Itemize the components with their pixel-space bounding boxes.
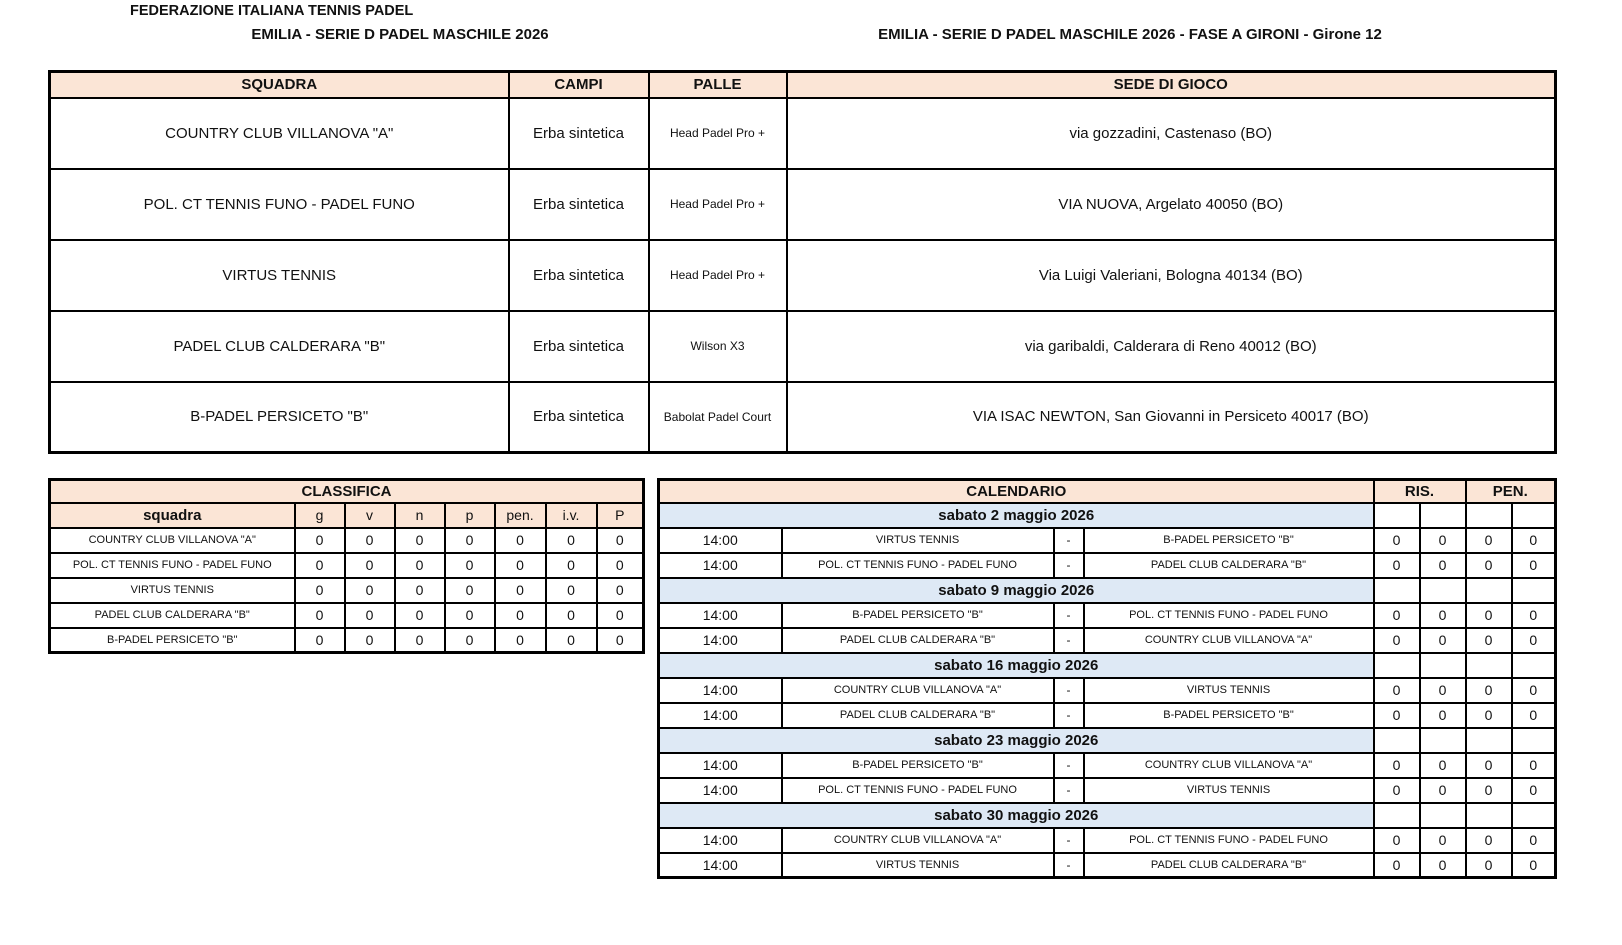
stat-p: 0	[445, 578, 495, 603]
standings-row	[50, 628, 644, 653]
stat-p: 0	[445, 553, 495, 578]
stat-n: 0	[395, 603, 445, 628]
match-row	[659, 853, 1556, 878]
empty-cell	[1512, 728, 1556, 753]
away-team: VIRTUS TENNIS	[1084, 678, 1374, 703]
teams-row	[50, 382, 1556, 453]
result-home: 0	[1374, 703, 1420, 728]
calendar-title: CALENDARIO	[659, 480, 1374, 503]
empty-cell	[1512, 503, 1556, 528]
home-team: VIRTUS TENNIS	[782, 528, 1054, 553]
standings-row	[50, 603, 644, 628]
col-header-iv: i.v.	[546, 503, 597, 528]
empty-cell	[1420, 653, 1466, 678]
home-team: POL. CT TENNIS FUNO - PADEL FUNO	[782, 778, 1054, 803]
vs-separator: -	[1054, 703, 1084, 728]
empty-cell	[1374, 728, 1420, 753]
ball-type: Head Padel Pro +	[649, 169, 787, 240]
empty-cell	[1512, 578, 1556, 603]
stat-p: 0	[445, 628, 495, 653]
team-name: PADEL CLUB CALDERARA "B"	[50, 603, 295, 628]
empty-cell	[1420, 803, 1466, 828]
stat-pen: 0	[495, 578, 546, 603]
stat-g: 0	[295, 603, 345, 628]
away-team: B-PADEL PERSICETO "B"	[1084, 528, 1374, 553]
court-surface: Erba sintetica	[509, 169, 649, 240]
match-time: 14:00	[659, 528, 782, 553]
penalty-away: 0	[1512, 628, 1556, 653]
ball-type: Head Padel Pro +	[649, 240, 787, 311]
home-team: PADEL CLUB CALDERARA "B"	[782, 703, 1054, 728]
col-header-squadra: squadra	[50, 503, 295, 528]
away-team: PADEL CLUB CALDERARA "B"	[1084, 853, 1374, 878]
col-header-p: p	[445, 503, 495, 528]
team-name: POL. CT TENNIS FUNO - PADEL FUNO	[50, 553, 295, 578]
col-header-pen: PEN.	[1466, 480, 1556, 503]
result-away: 0	[1420, 678, 1466, 703]
match-row	[659, 528, 1556, 553]
federation-title: FEDERAZIONE ITALIANA TENNIS PADEL	[130, 3, 414, 19]
away-team: POL. CT TENNIS FUNO - PADEL FUNO	[1084, 603, 1374, 628]
date-row	[659, 803, 1556, 828]
result-away: 0	[1420, 703, 1466, 728]
result-home: 0	[1374, 628, 1420, 653]
vs-separator: -	[1054, 753, 1084, 778]
empty-cell	[1466, 803, 1512, 828]
stat-pts: 0	[597, 628, 644, 653]
competition-title-left: EMILIA - SERIE D PADEL MASCHILE 2026	[251, 26, 549, 43]
penalty-away: 0	[1512, 828, 1556, 853]
court-surface: Erba sintetica	[509, 311, 649, 382]
penalty-home: 0	[1466, 828, 1512, 853]
team-name: VIRTUS TENNIS	[50, 240, 509, 311]
date-row	[659, 653, 1556, 678]
stat-g: 0	[295, 553, 345, 578]
venue-address: via gozzadini, Castenaso (BO)	[787, 98, 1556, 169]
court-surface: Erba sintetica	[509, 382, 649, 453]
venue-address: Via Luigi Valeriani, Bologna 40134 (BO)	[787, 240, 1556, 311]
stat-pen: 0	[495, 528, 546, 553]
result-home: 0	[1374, 778, 1420, 803]
result-away: 0	[1420, 528, 1466, 553]
col-header-pen: pen.	[495, 503, 546, 528]
col-header-palle: PALLE	[649, 72, 787, 98]
team-name: B-PADEL PERSICETO "B"	[50, 382, 509, 453]
match-date: sabato 16 maggio 2026	[659, 653, 1374, 678]
stat-v: 0	[345, 553, 395, 578]
stat-g: 0	[295, 628, 345, 653]
home-team: COUNTRY CLUB VILLANOVA "A"	[782, 678, 1054, 703]
penalty-away: 0	[1512, 753, 1556, 778]
match-date: sabato 9 maggio 2026	[659, 578, 1374, 603]
penalty-away: 0	[1512, 603, 1556, 628]
away-team: PADEL CLUB CALDERARA "B"	[1084, 553, 1374, 578]
result-away: 0	[1420, 853, 1466, 878]
home-team: POL. CT TENNIS FUNO - PADEL FUNO	[782, 553, 1054, 578]
stat-n: 0	[395, 553, 445, 578]
stat-iv: 0	[546, 628, 597, 653]
penalty-away: 0	[1512, 703, 1556, 728]
standings-row	[50, 528, 644, 553]
empty-cell	[1512, 653, 1556, 678]
vs-separator: -	[1054, 528, 1084, 553]
penalty-away: 0	[1512, 528, 1556, 553]
match-time: 14:00	[659, 553, 782, 578]
empty-cell	[1374, 578, 1420, 603]
standings-title-row	[50, 480, 644, 503]
empty-cell	[1420, 728, 1466, 753]
match-date: sabato 23 maggio 2026	[659, 728, 1374, 753]
col-header-pts: P	[597, 503, 644, 528]
match-row	[659, 678, 1556, 703]
result-away: 0	[1420, 753, 1466, 778]
stat-iv: 0	[546, 553, 597, 578]
stat-iv: 0	[546, 528, 597, 553]
away-team: COUNTRY CLUB VILLANOVA "A"	[1084, 753, 1374, 778]
penalty-home: 0	[1466, 528, 1512, 553]
match-time: 14:00	[659, 828, 782, 853]
penalty-home: 0	[1466, 703, 1512, 728]
date-row	[659, 578, 1556, 603]
result-away: 0	[1420, 603, 1466, 628]
standings-row	[50, 553, 644, 578]
home-team: B-PADEL PERSICETO "B"	[782, 753, 1054, 778]
result-away: 0	[1420, 553, 1466, 578]
stat-p: 0	[445, 528, 495, 553]
col-header-campi: CAMPI	[509, 72, 649, 98]
court-surface: Erba sintetica	[509, 98, 649, 169]
standings-title: CLASSIFICA	[50, 480, 644, 503]
stat-pen: 0	[495, 603, 546, 628]
vs-separator: -	[1054, 678, 1084, 703]
team-name: VIRTUS TENNIS	[50, 578, 295, 603]
result-home: 0	[1374, 828, 1420, 853]
result-away: 0	[1420, 828, 1466, 853]
vs-separator: -	[1054, 828, 1084, 853]
stat-v: 0	[345, 628, 395, 653]
team-name: B-PADEL PERSICETO "B"	[50, 628, 295, 653]
penalty-away: 0	[1512, 678, 1556, 703]
stat-pts: 0	[597, 578, 644, 603]
col-header-sede: SEDE DI GIOCO	[787, 72, 1556, 98]
vs-separator: -	[1054, 553, 1084, 578]
teams-header-row	[50, 72, 1556, 98]
col-header-v: v	[345, 503, 395, 528]
teams-row	[50, 169, 1556, 240]
date-row	[659, 503, 1556, 528]
empty-cell	[1374, 503, 1420, 528]
home-team: VIRTUS TENNIS	[782, 853, 1054, 878]
penalty-home: 0	[1466, 753, 1512, 778]
stat-n: 0	[395, 578, 445, 603]
team-name: POL. CT TENNIS FUNO - PADEL FUNO	[50, 169, 509, 240]
team-name: COUNTRY CLUB VILLANOVA "A"	[50, 528, 295, 553]
ball-type: Babolat Padel Court	[649, 382, 787, 453]
vs-separator: -	[1054, 603, 1084, 628]
match-time: 14:00	[659, 853, 782, 878]
vs-separator: -	[1054, 778, 1084, 803]
match-row	[659, 628, 1556, 653]
match-time: 14:00	[659, 603, 782, 628]
empty-cell	[1466, 503, 1512, 528]
court-surface: Erba sintetica	[509, 240, 649, 311]
empty-cell	[1420, 578, 1466, 603]
teams-row	[50, 240, 1556, 311]
col-header-ris: RIS.	[1374, 480, 1466, 503]
stat-g: 0	[295, 528, 345, 553]
ball-type: Head Padel Pro +	[649, 98, 787, 169]
teams-row	[50, 98, 1556, 169]
ball-type: Wilson X3	[649, 311, 787, 382]
result-home: 0	[1374, 853, 1420, 878]
col-header-g: g	[295, 503, 345, 528]
away-team: POL. CT TENNIS FUNO - PADEL FUNO	[1084, 828, 1374, 853]
empty-cell	[1374, 803, 1420, 828]
stat-pen: 0	[495, 628, 546, 653]
empty-cell	[1466, 728, 1512, 753]
standings-row	[50, 578, 644, 603]
match-time: 14:00	[659, 628, 782, 653]
stat-v: 0	[345, 578, 395, 603]
match-time: 14:00	[659, 703, 782, 728]
empty-cell	[1374, 653, 1420, 678]
match-date: sabato 30 maggio 2026	[659, 803, 1374, 828]
away-team: COUNTRY CLUB VILLANOVA "A"	[1084, 628, 1374, 653]
empty-cell	[1466, 653, 1512, 678]
result-home: 0	[1374, 553, 1420, 578]
penalty-away: 0	[1512, 553, 1556, 578]
home-team: COUNTRY CLUB VILLANOVA "A"	[782, 828, 1054, 853]
penalty-home: 0	[1466, 853, 1512, 878]
match-time: 14:00	[659, 753, 782, 778]
penalty-home: 0	[1466, 678, 1512, 703]
result-home: 0	[1374, 528, 1420, 553]
date-row	[659, 728, 1556, 753]
penalty-home: 0	[1466, 553, 1512, 578]
penalty-home: 0	[1466, 628, 1512, 653]
team-name: COUNTRY CLUB VILLANOVA "A"	[50, 98, 509, 169]
stat-n: 0	[395, 528, 445, 553]
venue-address: VIA NUOVA, Argelato 40050 (BO)	[787, 169, 1556, 240]
venue-address: via garibaldi, Calderara di Reno 40012 (BO)	[787, 311, 1556, 382]
away-team: VIRTUS TENNIS	[1084, 778, 1374, 803]
calendar-header-row	[659, 480, 1556, 503]
match-row	[659, 553, 1556, 578]
match-row	[659, 703, 1556, 728]
stat-pts: 0	[597, 553, 644, 578]
col-header-squadra: SQUADRA	[50, 72, 509, 98]
competition-title-right: EMILIA - SERIE D PADEL MASCHILE 2026 - FASE A GIRONI - Girone 12	[878, 26, 1382, 43]
home-team: PADEL CLUB CALDERARA "B"	[782, 628, 1054, 653]
stat-p: 0	[445, 603, 495, 628]
teams-table	[48, 70, 1557, 454]
stat-pts: 0	[597, 603, 644, 628]
match-row	[659, 603, 1556, 628]
teams-row	[50, 311, 1556, 382]
result-home: 0	[1374, 678, 1420, 703]
calendar-table	[657, 478, 1557, 879]
result-home: 0	[1374, 603, 1420, 628]
vs-separator: -	[1054, 628, 1084, 653]
penalty-home: 0	[1466, 603, 1512, 628]
match-time: 14:00	[659, 678, 782, 703]
standings-header-row	[50, 503, 644, 528]
penalty-home: 0	[1466, 778, 1512, 803]
stat-g: 0	[295, 578, 345, 603]
empty-cell	[1466, 578, 1512, 603]
standings-table	[48, 478, 645, 654]
empty-cell	[1512, 803, 1556, 828]
venue-address: VIA ISAC NEWTON, San Giovanni in Persiceto 40017 (BO)	[787, 382, 1556, 453]
match-date: sabato 2 maggio 2026	[659, 503, 1374, 528]
stat-pts: 0	[597, 528, 644, 553]
match-time: 14:00	[659, 778, 782, 803]
stat-pen: 0	[495, 553, 546, 578]
penalty-away: 0	[1512, 778, 1556, 803]
away-team: B-PADEL PERSICETO "B"	[1084, 703, 1374, 728]
col-header-n: n	[395, 503, 445, 528]
result-away: 0	[1420, 628, 1466, 653]
result-away: 0	[1420, 778, 1466, 803]
home-team: B-PADEL PERSICETO "B"	[782, 603, 1054, 628]
match-row	[659, 778, 1556, 803]
empty-cell	[1420, 503, 1466, 528]
stat-v: 0	[345, 603, 395, 628]
team-name: PADEL CLUB CALDERARA "B"	[50, 311, 509, 382]
result-home: 0	[1374, 753, 1420, 778]
penalty-away: 0	[1512, 853, 1556, 878]
stat-iv: 0	[546, 578, 597, 603]
match-row	[659, 828, 1556, 853]
match-row	[659, 753, 1556, 778]
stat-iv: 0	[546, 603, 597, 628]
stat-n: 0	[395, 628, 445, 653]
vs-separator: -	[1054, 853, 1084, 878]
stat-v: 0	[345, 528, 395, 553]
